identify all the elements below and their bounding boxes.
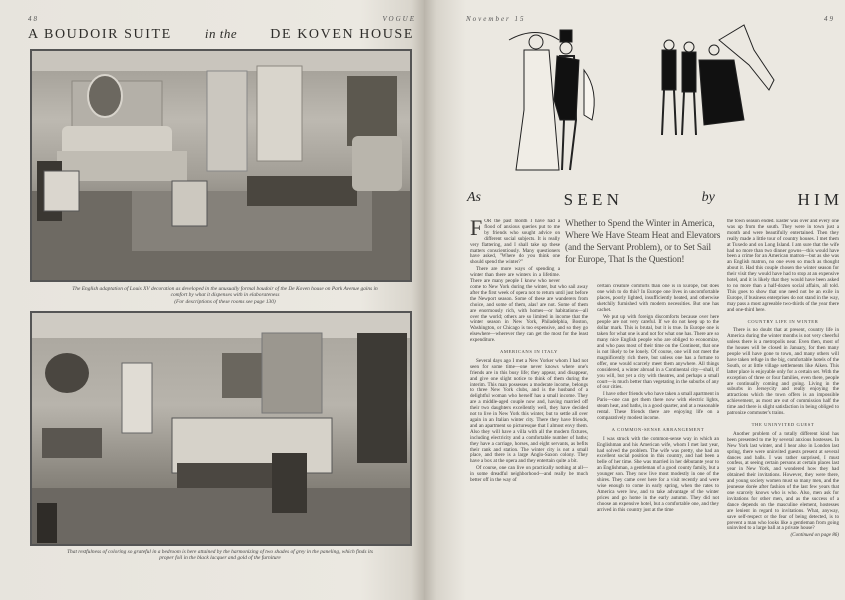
title-part: As <box>467 190 481 205</box>
paragraph: the town season ended. Easter was over and every one was up from the south. They were in town just a month and were beautifully entertained. Then they really made a little tour of country houses. I met them at Tuxedo and on Long Island. I am sure that the wife had no more than two dinner gowns—this would have been a crime for an American matron—but as she was an English matron, no one even so much as thought about it. Had this couple chosen the winter season for their visit they would have had to stop at an expensive hotel, and it is likely that they would have been asked to no more than a half-dozen social affairs, all told. This goes to show that one need not be an exile in Europe, if business enterprises do not stand in the way, may pass a most agreeable two-thirds of the year there and one-third here. <box>727 219 839 313</box>
bedroom-photo <box>30 311 412 546</box>
headline-part: DE KOVEN HOUSE <box>270 27 414 42</box>
photo-caption-top <box>70 286 380 305</box>
running-head: November 15 <box>466 15 526 23</box>
paragraph: I have other friends who have taken a small apartment in Paris—one can get them there now with electric lights, steam heat, and baths, in a good quarter, and at a reasonable rental. These friends there are enjoying life on a comparatively modest income. <box>597 391 719 421</box>
continued-link[interactable]: (Continued on page 86) <box>790 532 839 539</box>
article-deck: Whether to Spend the Winter in America, Where We Have Steam Heat and Elevators (and the Servant Problem), or to Set Sail for Europe, That Is the Question! <box>565 219 721 265</box>
running-head: VOGUE <box>382 15 416 23</box>
column-2 <box>597 284 719 596</box>
paragraph: Of course, one can live on practically nothing at all—in some dreadful neighborhood—and really be much better off in the way of <box>470 465 588 484</box>
title-part: H I M <box>797 190 839 209</box>
paragraph: OR the past month I have had a flood of anxious queries put to me by friends who sought advice on different social subjects. It is really very flattering, and I shall take up these matters conscientiously. Many questioners have asked, "Where do you think one should spend the winter?" <box>470 219 560 266</box>
subheading: THE UNINVITED GUEST <box>751 422 815 427</box>
headline-italic: in the <box>204 26 238 41</box>
page-headline <box>28 26 414 43</box>
boudoir-illustration <box>32 51 410 280</box>
paragraph: Another problem of a totally different kind has been presented to me by several anxious hostesses. In New York last winter, and I hear also in London last spring, there were uninvited guests present at several dances and balls. I was rather surprised, I must confess, at seeing certain persons at certain places last year in New York, and wondered how they had obtained their invitations. However, they were there, and young society women must so many men, and the jeunesse dorée after fashion of the last few years that one scarcely knows who is who. Also, men ask for invitations for other men, and as the success of a dance depends on the masculine element, hostesses are lenient in regard to invitations. What, anyway, save self-respect or the fear of being detected, is to prevent a man who looks like a gentleman from going uninvited to a large ball at a private house? <box>727 430 839 532</box>
caption-note: (For descriptions of these rooms see page 130) <box>174 298 276 305</box>
paragraph: I was struck with the common-sense way in which an Englishman and his American wife, whom I met last year, had solved the problem. The wife was pretty, she had an excellent social position in this country, and had been a belle of her time. She was married in her débutante year to an Englishman, a gentleman of a good county family, but a younger son. They now live most modestly in one of the shires. They came over here for a visit recently and were wise enough to come in early spring, when the rates to America were low, and to take advantage of the winter prices and go home in the early autumn. They did not choose an expensive hotel, but a comfortable one, and they arrived in this country just at the time <box>597 435 719 513</box>
title-part: by <box>701 190 715 205</box>
headline-part: A BOUDOIR SUITE <box>28 27 172 42</box>
subheading: COUNTRY LIFE IN WINTER <box>747 318 819 324</box>
subheading: AMERICANS IN ITALY <box>500 349 558 355</box>
bedroom-illustration <box>32 313 410 544</box>
column-1 <box>470 219 588 594</box>
subheading: A COMMON-SENSE ARRANGEMENT <box>611 426 705 432</box>
paragraph: Several days ago I met a New Yorker whom I had not seen for some time—one never knows where one's friends are in this busy life; they appear, and disappear, and give one slight notice to think of them during the interim. This man possesses a moderate income, belongs to three New York clubs, and is the husband of a delightful woman who herself has a small income. They are a middle-aged couple now and, having married off their two daughters excellently well, they have decided not to live in New York this winter, but to settle all over again in an Italian winter city. There they have friends, and an apartment so picturesque that I almost envy them. Also they will have a villa with all the modern fixtures, including electricity and a comfortable number of baths; they have a carriage, horses, and eight servants, as befits their rank and station. The winter city is not a small place, and there is a large Anglo-Saxon colony. They have a box at the opera and they entertain quite a bit. <box>470 357 588 465</box>
title-part: S E E N <box>563 190 619 209</box>
column-3 <box>727 219 839 597</box>
paragraph: We put up with foreign discomforts because over here people are not very careful. If we do not keep up to the dollar mark. This is brutal, but it is true. In Europe one is taken for what one is and not for what one has. There are so many nice English people who are obliged to economize, and who pass most of their time on the Continent, that one is not likely to be lonely. Of course, one will not meet the magnificently rich there, but unless one has a fortune to offer, one would scarcely meet them anywhere. All things considered, a winter abroad in a Continental city—shall, if you will, but yet a city with theatres, and perhaps a small court—is much better than vegetating in the suburbs of any of our cities. <box>597 313 719 391</box>
paragraph: There are more ways of spending a winter than there are winters in a lifetime. There are many people I know who never come to New York during the winter, but who sail away after the first week of opera not to return until just before the Newport season. Some of these are wanderers from choice, and some of them, alas! are not. Some of them are enormously rich, with homes—or habitations—all over the world; others are so limited in income that the winter season in New York, Philadelphia, Boston, Washington, or Chicago is too expensive, and so they go elsewhere—wherever they can get the most for the least expenditure. <box>470 266 588 344</box>
paragraph: There is no doubt that at present, country life in America during the winter months is not very cheerful unless there is a metropolis near. Even then, most of the houses will be closed in January, for then many people will have gone to town, and many others will have taken refuge in the big, comfortable hotels of the South, or at little village settlements like Aiken. This latter place is enjoyable only for a certain set. With the exception of three or four families, even there, people are continually coming and going. Living in the suburbs in Jerseycity and really enjoying the attractions which the town offers is an impossible achievement, as most are out of commission half the time and there is slight satisfaction in being obliged to patronize commuter's trains. <box>727 327 839 417</box>
paragraph: certain creature comforts than one is in Europe, but does one wish to do this? In Europe one lives in uncomfortable places, poorly lighted, insufficiently heated, and otherwise sketchily furnished with modern necessities. But one has cachet. <box>597 284 719 313</box>
photo-caption-bottom: That restfulness of coloring so grateful in a bedroom is here attained by the harmonizing of two shades of grey in the paneling, which finds its proper foil in the black lacquer and gold of the furniture <box>67 549 373 562</box>
drop-cap: F <box>470 219 483 240</box>
caption-text: The English adaptation of Louis XV decoration as developed in the unusually formal boudoir of the De Koven house on Park Avenue gains in comfort by what it dispenses with in elaborateness <box>72 286 378 299</box>
fashion-figures-illustration <box>504 20 844 180</box>
article-title <box>467 190 839 210</box>
boudoir-photo <box>30 49 412 282</box>
page-number: 48 <box>28 15 39 23</box>
deck-spacer <box>560 219 588 283</box>
page-number: 49 <box>824 15 835 23</box>
